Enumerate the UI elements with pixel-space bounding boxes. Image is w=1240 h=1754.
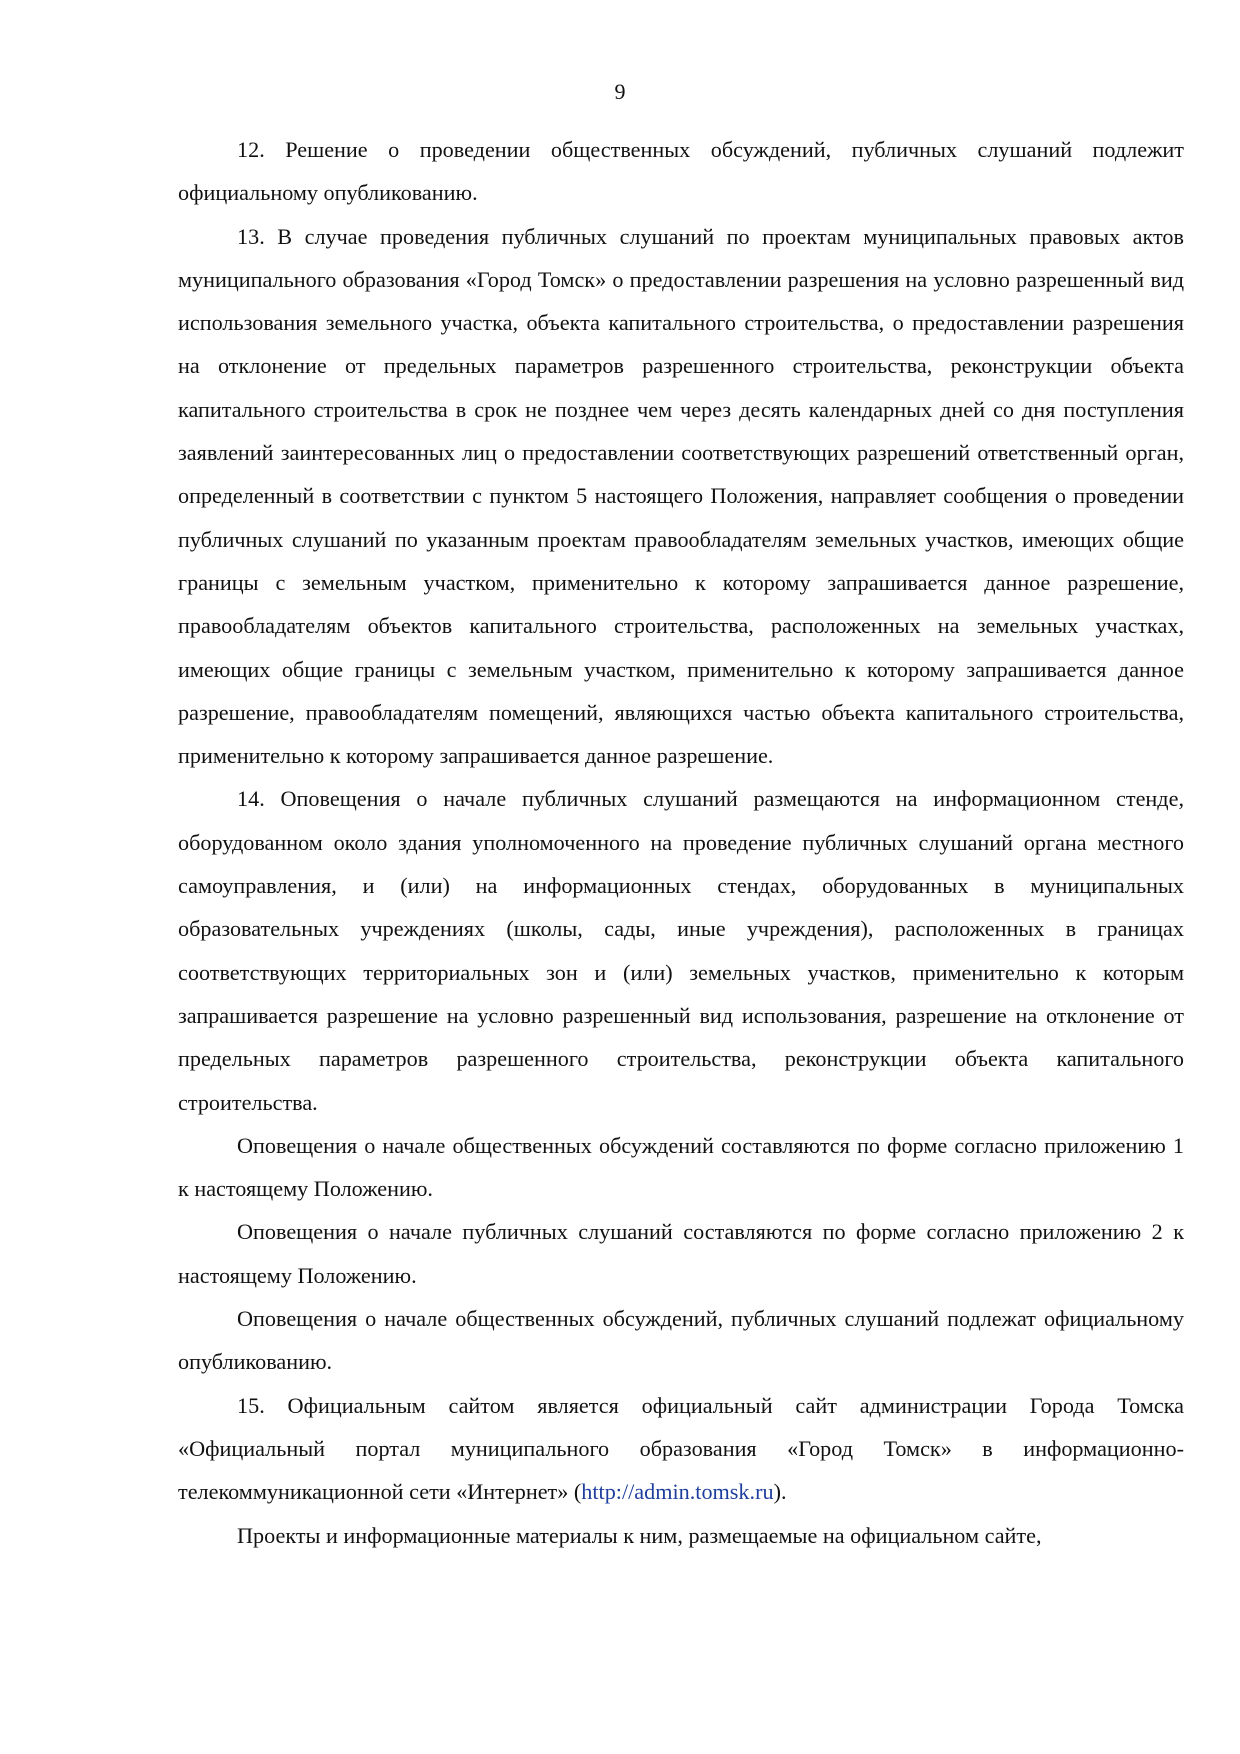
paragraph-12: 12. Решение о проведении общественных обсуждений, публичных слушаний подлежит официальному опубликованию. [178,137,1184,206]
paragraph-13: 13. В случае проведения публичных слушаний по проектам муниципальных правовых актов муниципального образования «Город Томск» о предоставлении разрешения на условно разрешенный вид использования земельного участка, объекта капитального строительства, о предоставлении разрешения на отклонение от предельных параметров разрешенного строительства, реконструкции объекта капитального строительства в срок не позднее чем через десять календарных дней со дня поступления заявлений заинтересованных лиц о предоставлении соответствующих разрешений ответственный орган, определенный в соответствии с пунктом 5 настоящего Положения, направляет сообщения о проведении публичных слушаний по указанным проектам правообладателям земельных участков, имеющих общие границы с земельным участком, применительно к которому запрашивается данное разрешение, правообладателям объектов капитального строительства, расположенных на земельных участках, имеющих общие границы с земельным участком, применительно к которому запрашивается данное разрешение, правообладателям помещений, являющихся частью объекта капитального строительства, применительно к которому запрашивается данное разрешение. [178,223,1184,769]
official-site-link[interactable]: http://admin.tomsk.ru [581,1479,774,1505]
document-body [178,128,1184,1557]
paragraph-15-text: 15. Официальным сайтом является официальный сайт администрации Города Томска «Официальный портал муниципального образования «Город Томск» в информационно-телекоммуникационной сети «Интернет» ( [178,1392,1184,1505]
paragraph-14-forms-hearings: Оповещения о начале публичных слушаний составляются по форме согласно приложению 2 к настоящему Положению. [178,1219,1184,1288]
page-number: 9 [614,79,626,104]
paragraph-15-tail: ). [773,1479,787,1505]
paragraph-14: 14. Оповещения о начале публичных слушаний размещаются на информационном стенде, оборудованном около здания уполномоченного на проведение публичных слушаний органа местного самоуправления, и (или) на информационных стендах, оборудованных в муниципальных образовательных учреждениях (школы, сады, иные учреждения), расположенных в границах соответствующих территориальных зон и (или) земельных участков, применительно к которым запрашивается разрешение на условно разрешенный вид использования, разрешение на отклонение от предельных параметров разрешенного строительства, реконструкции объекта капитального строительства. [178,786,1184,1115]
paragraph-projects: Проекты и информационные материалы к ним, размещаемые на официальном сайте, [237,1522,1042,1548]
paragraph-15 [178,1384,1184,1514]
paragraph-14-forms-discussions: Оповещения о начале общественных обсуждений составляются по форме согласно приложению 1 к настоящему Положению. [178,1132,1184,1202]
paragraph-14-publication: Оповещения о начале общественных обсуждений, публичных слушаний подлежат официальному опубликованию. [178,1306,1184,1375]
